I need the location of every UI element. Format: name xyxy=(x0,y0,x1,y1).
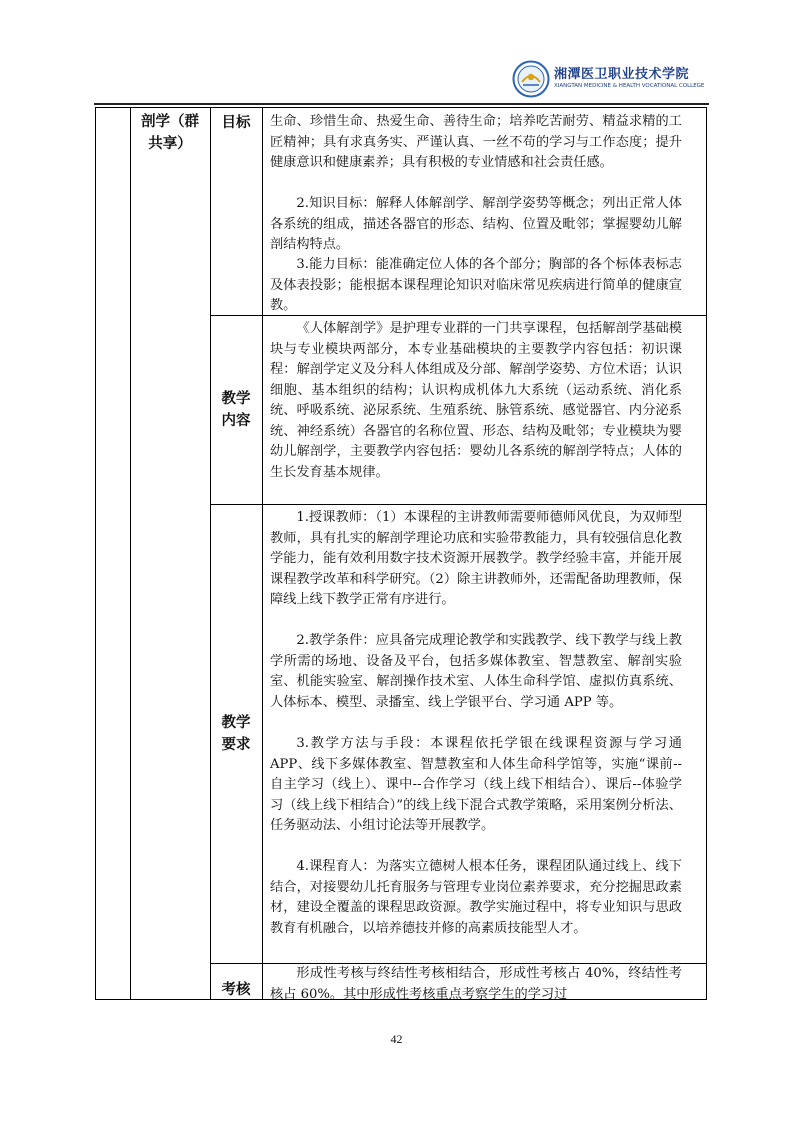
row-label-assessment: 考核 xyxy=(221,982,251,998)
course-name-cell: 剖学（群共享） xyxy=(141,114,199,152)
assessment-paragraph: 形成性考核与终结性考核相结合，形成性考核占 40%，终结性考核占 60%。其中形成性考核重点考察学生的学习过 xyxy=(270,966,682,1002)
row-label-goal: 目标 xyxy=(221,115,251,131)
requirements-paragraph: 4.课程育人：为落实立德树人根本任务，课程团队通过线上、线下结合，对接婴幼儿托育服务与管理专业岗位素养要求，充分挖掘思政素材，建设全覆盖的课程思政资源。教学实施过程中，将专业知识与思政教育有机融合，以培养德技并修的高素质技能型人才。 xyxy=(270,859,682,936)
content-paragraph: 《人体解剖学》是护理专业群的一门共享课程，包括解剖学基础模块与专业模块两部分，本专业基础模块的主要教学内容包括：初识课程：解剖学定义及分科人体组成及分部、解剖学姿势、方位术语；认识细胞、基本组织的结构；认识构成机体九大系统（运动系统、消化系统、呼吸系统、泌尿系统、生殖系统、脉管系统、感觉器官、内分泌系统、神经系统）各器官的名称位置、形态、结构及毗邻；专业模块为婴幼儿解剖学，主要教学内容包括：婴幼儿各系统的解剖学特点；人体的生长发育基本规律。 xyxy=(270,321,682,480)
row-label-content: 教学内容 xyxy=(221,391,251,429)
college-logo xyxy=(512,60,712,98)
school-name-en: XIANGTAN MEDICINE & HEALTH VOCATIONAL COLLEGE xyxy=(554,83,705,89)
school-name-cn: 湘潭医卫职业技术学院 xyxy=(554,67,690,82)
row-label-requirements: 教学要求 xyxy=(221,715,251,753)
requirements-paragraph: 2.教学条件：应具备完成理论教学和实践教学、线下教学与线上教学所需的场地、设备及平台，包括多媒体教室、智慧教室、解剖实验室、机能实验室、解剖操作技术室、人体生命科学馆、虚拟仿真系统、人体标本、模型、录播室、线上学银平台、学习通 APP 等。 xyxy=(270,633,682,710)
table-divider xyxy=(262,107,263,1000)
college-emblem-icon xyxy=(512,60,550,98)
header-rule xyxy=(94,103,709,105)
goal-paragraph: 3.能力目标：能准确定位人体的各个部分；胸部的各个标体表标志及体表投影；能根据本课程理论知识对临床常见疾病进行简单的健康宣教。 xyxy=(270,257,682,313)
table-divider xyxy=(130,107,131,1000)
table-divider xyxy=(210,107,211,1000)
goal-paragraph: 2.知识目标：解释人体解剖学、解剖学姿势等概念；列出正常人体各系统的组成，描述各器官的形态、结构、位置及毗邻；掌握婴幼儿解剖结构特点。 xyxy=(270,196,682,252)
table-divider xyxy=(210,504,707,505)
requirements-paragraph: 3.教学方法与手段：本课程依托学银在线课程资源与学习通 APP、线下多媒体教室、智慧教室和人体生命科学馆等，实施“课前--自主学习（线上）、课中--合作学习（线上线下相结合）、课后--体验学习（线上线下相结合）”的线上线下混合式教学策略，采用案例分析法、任务驱动法、小组讨论法等开展教学。 xyxy=(270,736,682,833)
requirements-paragraph: 1.授课教师：（1）本课程的主讲教师需要师德师风优良，为双师型教师，具有扎实的解剖学理论功底和实验带教能力，具有较强信息化教学能力，能有效利用数字技术资源开展教学。教学经验丰富，并能开展课程教学改革和科学研究。（2）除主讲教师外，还需配备助理教师，保障线上线下教学正常有序进行。 xyxy=(270,510,682,607)
goal-paragraph: 生命、珍惜生命、热爱生命、善待生命；培养吃苦耐劳、精益求精的工匠精神；具有求真务实、严谨认真、一丝不苟的学习与工作态度；提升健康意识和健康素养；具有积极的专业情感和社会责任感。 xyxy=(270,114,682,170)
page-number: 42 xyxy=(390,1032,403,1046)
